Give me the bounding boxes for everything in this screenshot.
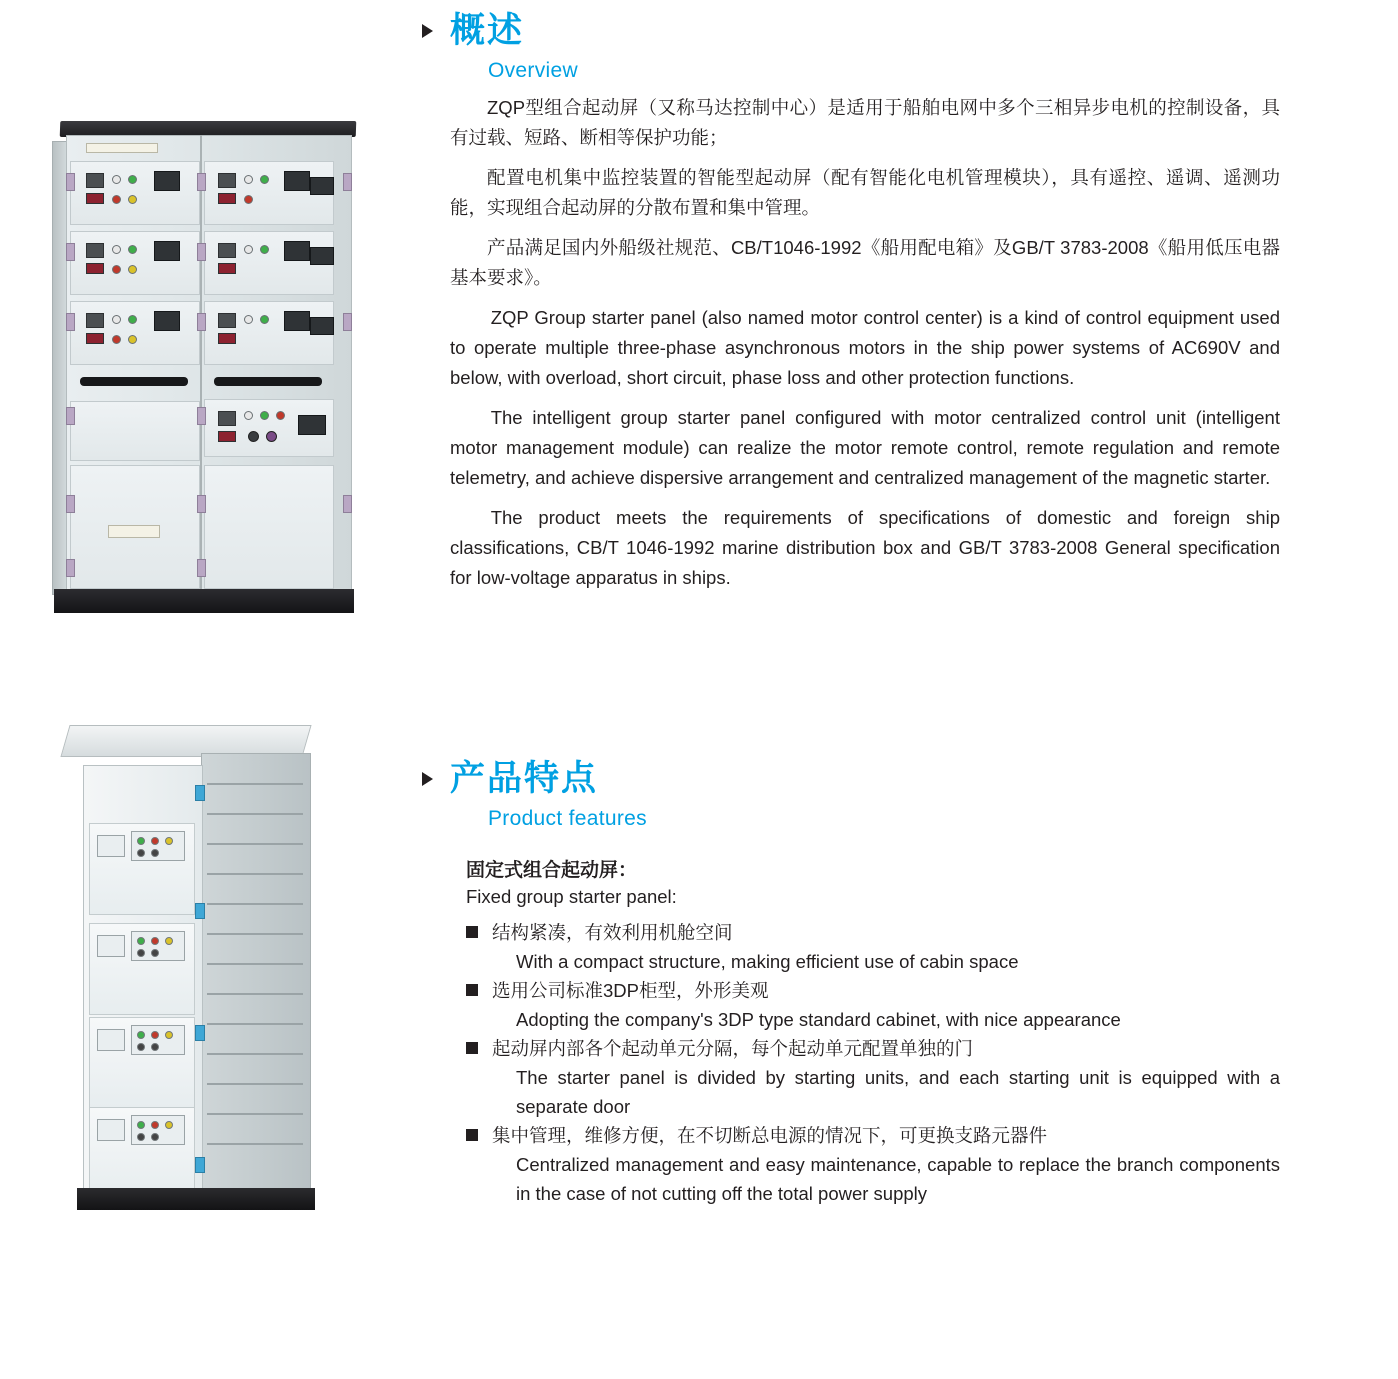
indicator-lamp — [112, 315, 121, 324]
overview-paragraph-cn-2: 配置电机集中监控装置的智能型起动屏（配有智能化电机管理模块），具有遥控、遥调、遥测功能，实现组合起动屏的分散布置和集中管理。 — [450, 166, 1280, 218]
panel-seam — [207, 1023, 303, 1025]
indicator-lamp — [151, 1133, 159, 1141]
blank-door — [70, 401, 200, 461]
indicator-lamp — [151, 1043, 159, 1051]
indicator-lamp — [151, 849, 159, 857]
unit-display — [86, 243, 104, 258]
indicator-lamp — [112, 335, 121, 344]
door-hinge — [66, 243, 75, 261]
ammeter — [154, 171, 180, 191]
indicator-lamp — [137, 937, 145, 945]
feature-text-en: Centralized management and easy maintenance, capable to replace the branch components in the case of not cutting off the total power supply — [516, 1153, 1280, 1204]
indicator-lamp — [137, 1043, 145, 1051]
ammeter — [298, 415, 326, 435]
unit-display — [218, 411, 236, 426]
indicator-lamp — [260, 411, 269, 420]
door-hinge — [197, 559, 206, 577]
ammeter — [154, 311, 180, 331]
panel-seam — [207, 1053, 303, 1055]
indicator-lamp — [151, 937, 159, 945]
cabinet-right-face — [201, 753, 311, 1192]
panel-seam — [207, 963, 303, 965]
indicator-lamp — [112, 195, 121, 204]
door-hinge — [66, 313, 75, 331]
unit-button — [218, 263, 236, 274]
indicator-lamp — [165, 837, 173, 845]
overview-paragraph-en-2: The intelligent group starter panel configured with motor centralized control unit (intelligent motor management module) can realize the motor remote control, remote regulation and remote telemetry, and achieve dispersive arrangement and centralized management of the magnetic starter. — [450, 406, 1280, 488]
selector-knob — [266, 431, 277, 442]
list-item — [466, 1121, 1280, 1208]
overview-paragraph-en-1: ZQP Group starter panel (also named motor control center) is a kind of control equipment used to operate multiple three-phase asynchronous motors in the ship power systems of AC690V and below, with overload, short circuit, phase loss and other protection functions. — [450, 306, 1280, 388]
indicator-lamp — [151, 1121, 159, 1129]
feature-text-en: Adopting the company's 3DP type standard cabinet, with nice appearance — [516, 1008, 1121, 1030]
cabinet-label-plate — [108, 525, 160, 538]
section-title-en: Product features — [488, 806, 647, 830]
panel-seam — [207, 1113, 303, 1115]
indicator-lamp — [244, 245, 253, 254]
selector-knob — [248, 431, 259, 442]
figure-group-starter-panel-front — [30, 105, 380, 650]
overview-paragraph-en-3: The product meets the requirements of specifications of domestic and foreign ship classifications, CB/T 1046-1992 marine distribution box and GB/T 3783-2008 General specification for low-voltage apparatus in ships. — [450, 506, 1280, 588]
door-hinge — [343, 173, 352, 191]
indicator-lamp — [128, 265, 137, 274]
panel-seam — [207, 783, 303, 785]
feature-text-cn: 结构紧凑，有效利用机舱空间 — [492, 921, 733, 943]
door-handle — [80, 377, 188, 386]
list-item — [466, 1034, 1280, 1121]
indicator-lamp — [244, 411, 253, 420]
door-hinge — [197, 313, 206, 331]
feature-text-cn: 起动屏内部各个起动单元分隔，每个起动单元配置单独的门 — [492, 1037, 974, 1059]
indicator-lamp — [244, 315, 253, 324]
panel-seam — [207, 993, 303, 995]
section-title-cn: 产品特点 — [450, 759, 599, 798]
ammeter — [284, 171, 310, 191]
door-handle — [214, 377, 322, 386]
panel-seam — [207, 933, 303, 935]
indicator-lamp — [137, 849, 145, 857]
door-hinge — [66, 495, 75, 513]
unit-control-box — [97, 935, 125, 957]
ammeter — [310, 317, 334, 335]
indicator-lamp — [112, 175, 121, 184]
unit-button — [86, 193, 104, 204]
indicator-lamp — [151, 949, 159, 957]
unit-display — [218, 243, 236, 258]
overview-paragraph-cn-1: ZQP型组合起动屏（又称马达控制中心）是适用于船舶电网中多个三相异步电机的控制设备，具有过载、短路、断相等保护功能； — [450, 96, 1280, 148]
panel-seam — [207, 1083, 303, 1085]
cabinet-nameplate — [86, 143, 158, 153]
panel-seam — [207, 1143, 303, 1145]
ammeter — [310, 247, 334, 265]
figure-fixed-group-starter-panel — [55, 705, 355, 1250]
square-bullet-icon — [466, 926, 478, 938]
indicator-lamp — [137, 1121, 145, 1129]
door-hinge — [66, 173, 75, 191]
panel-seam — [207, 843, 303, 845]
door-hinge — [197, 495, 206, 513]
indicator-lamp — [112, 265, 121, 274]
overview-heading — [450, 12, 1280, 83]
door-latch — [195, 785, 205, 801]
unit-button — [218, 193, 236, 204]
indicator-lamp — [128, 335, 137, 344]
indicator-lamp — [165, 1031, 173, 1039]
door-hinge — [343, 313, 352, 331]
list-item — [466, 918, 1280, 976]
overview-paragraph-cn-3: 产品满足国内外船级社规范、CB/T1046-1992《船用配电箱》及GB/T 3783-2008《船用低压电器基本要求》。 — [450, 236, 1280, 288]
indicator-lamp — [137, 837, 145, 845]
indicator-lamp — [260, 315, 269, 324]
unit-button — [218, 333, 236, 344]
triangle-marker-icon — [422, 24, 433, 38]
unit-control-box — [97, 835, 125, 857]
ammeter — [284, 241, 310, 261]
section-title-en: Overview — [488, 58, 578, 82]
feature-list — [450, 918, 1280, 1208]
section-overview — [450, 12, 1280, 593]
triangle-marker-icon — [422, 772, 433, 786]
indicator-lamp — [137, 949, 145, 957]
indicator-lamp — [128, 245, 137, 254]
unit-display — [86, 173, 104, 188]
ammeter — [154, 241, 180, 261]
indicator-lamp — [128, 315, 137, 324]
indicator-lamp — [244, 195, 253, 204]
content-column — [412, 0, 1282, 1379]
feature-text-en: With a compact structure, making efficient use of cabin space — [516, 950, 1019, 972]
cabinet-illustration-2 — [65, 725, 335, 1235]
panel-seam — [207, 813, 303, 815]
indicator-lamp — [112, 245, 121, 254]
panel-seam — [207, 873, 303, 875]
indicator-lamp — [260, 245, 269, 254]
unit-control-box — [97, 1119, 125, 1141]
door-hinge — [197, 243, 206, 261]
door-hinge — [66, 407, 75, 425]
section-product-features — [450, 760, 1280, 1208]
indicator-lamp — [128, 195, 137, 204]
square-bullet-icon — [466, 984, 478, 996]
square-bullet-icon — [466, 1042, 478, 1054]
unit-button — [86, 333, 104, 344]
overview-body — [450, 93, 1280, 593]
features-heading — [450, 760, 1280, 831]
indicator-lamp — [137, 1031, 145, 1039]
unit-display — [218, 173, 236, 188]
unit-display — [86, 313, 104, 328]
feature-subtitle-cn: 固定式组合起动屏： — [466, 859, 638, 881]
ammeter — [310, 177, 334, 195]
indicator-lamp — [244, 175, 253, 184]
door-latch — [195, 903, 205, 919]
indicator-lamp — [151, 1031, 159, 1039]
figure-column — [0, 0, 410, 1379]
door-latch — [195, 1025, 205, 1041]
unit-display — [218, 313, 236, 328]
square-bullet-icon — [466, 1129, 478, 1141]
feature-text-cn: 选用公司标准3DP柜型，外形美观 — [492, 979, 769, 1001]
door-hinge — [343, 495, 352, 513]
unit-button — [218, 431, 236, 442]
feature-text-cn: 集中管理，维修方便，在不切断总电源的情况下，可更换支路元器件 — [492, 1124, 1048, 1146]
unit-control-box — [97, 1029, 125, 1051]
feature-subtitle-en: Fixed group starter panel: — [466, 885, 677, 907]
indicator-lamp — [137, 1133, 145, 1141]
blank-door — [204, 465, 334, 589]
indicator-lamp — [276, 411, 285, 420]
cabinet-base — [54, 589, 354, 613]
panel-seam — [207, 903, 303, 905]
door-hinge — [197, 407, 206, 425]
indicator-lamp — [128, 175, 137, 184]
cabinet-center-divider — [200, 135, 202, 590]
door-latch — [195, 1157, 205, 1173]
indicator-lamp — [165, 937, 173, 945]
door-hinge — [66, 559, 75, 577]
ammeter — [284, 311, 310, 331]
door-hinge — [197, 173, 206, 191]
cabinet-illustration-1 — [52, 115, 362, 615]
list-item — [466, 976, 1280, 1034]
indicator-lamp — [260, 175, 269, 184]
unit-button — [86, 263, 104, 274]
feature-text-en: The starter panel is divided by starting units, and each starting unit is equipped with a separate door — [516, 1066, 1280, 1117]
indicator-lamp — [165, 1121, 173, 1129]
indicator-lamp — [151, 837, 159, 845]
cabinet-base — [77, 1188, 315, 1210]
section-title-cn: 概述 — [450, 11, 525, 50]
